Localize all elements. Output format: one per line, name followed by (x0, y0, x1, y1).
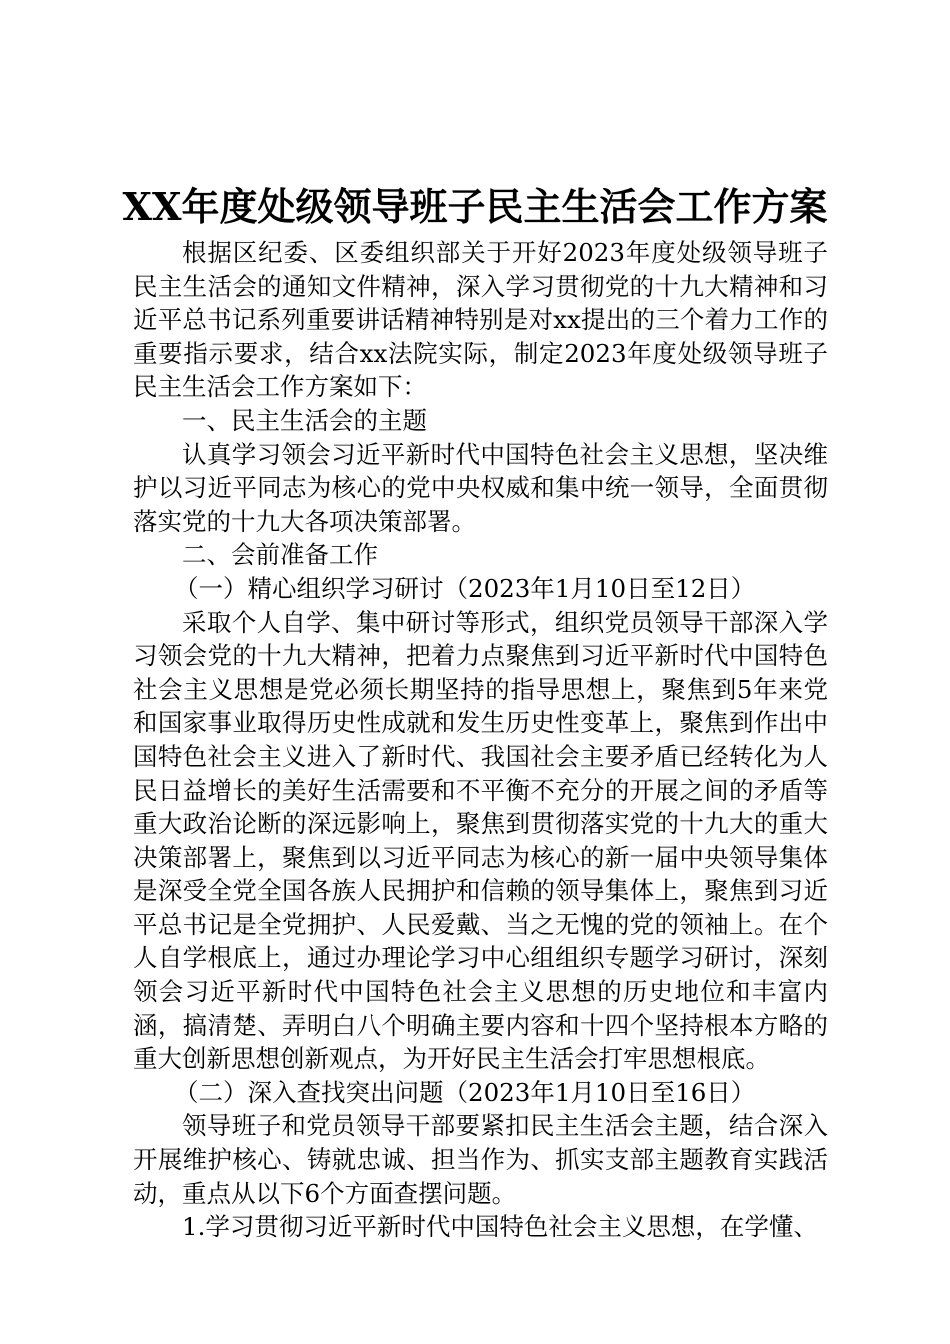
paragraph-problems: 领导班子和党员领导干部要紧扣民主生活会主题，结合深入开展维护核心、铸就忠诚、担当作为、抓实支部主题教育实践活动，重点从以下6个方面查摆问题。 (133, 1111, 828, 1208)
section-heading-theme: 一、民主生活会的主题 (182, 405, 427, 435)
paragraph-intro: 根据区纪委、区委组织部关于开好2023年度处级领导班子民主生活会的通知文件精神，深入学习贯彻党的十九大精神和习近平总书记系列重要讲话精神特别是对xx提出的三个着力工作的重要指示要求，结合xx法院实际，制定2023年度处级领导班子民主生活会工作方案如下： (133, 238, 828, 402)
subsection-heading-study: （一）精心组织学习研讨（2023年1月10日至12日） (174, 573, 756, 603)
subsection-heading-problems: （二）深入查找突出问题（2023年1月10日至16日） (174, 1077, 756, 1107)
paragraph-theme: 认真学习领会习近平新时代中国特色社会主义思想，坚决维护以习近平同志为核心的党中央权威和集中统一领导，全面贯彻落实党的十九大各项决策部署。 (133, 439, 828, 536)
paragraph-study: 采取个人自学、集中研讨等形式，组织党员领导干部深入学习领会党的十九大精神，把着力点聚焦到习近平新时代中国特色社会主义思想是党必须长期坚持的指导思想上，聚焦到5年来党和国家事业取得历史性成就和发生历史性变革上，聚焦到作出中国特色社会主义进入了新时代、我国社会主要矛盾已经转化为人民日益增长的美好生活需要和不平衡不充分的开展之间的矛盾等重大政治论断的深远影响上，聚焦到贯彻落实党的十九大的重大决策部署上，聚焦到以习近平同志为核心的新一届中央领导集体是深受全党全国各族人民拥护和信赖的领导集体上，聚焦到习近平总书记是全党拥护、人民爱戴、当之无愧的党的领袖上。在个人自学根底上，通过办理论学习中心组组织专题学习研讨，深刻领会习近平新时代中国特色社会主义思想的历史地位和丰富内涵，搞清楚、弄明白八个明确主要内容和十四个坚持根本方略的重大创新思想创新观点，为开好民主生活会打牢思想根底。 (133, 607, 828, 1074)
list-item-1: 1.学习贯彻习近平新时代中国特色社会主义思想，在学懂、 (182, 1212, 818, 1242)
section-heading-preparation: 二、会前准备工作 (182, 540, 378, 570)
document-title: XX年度处级领导班子民主生活会工作方案 (122, 184, 828, 229)
document-body (133, 236, 828, 1244)
